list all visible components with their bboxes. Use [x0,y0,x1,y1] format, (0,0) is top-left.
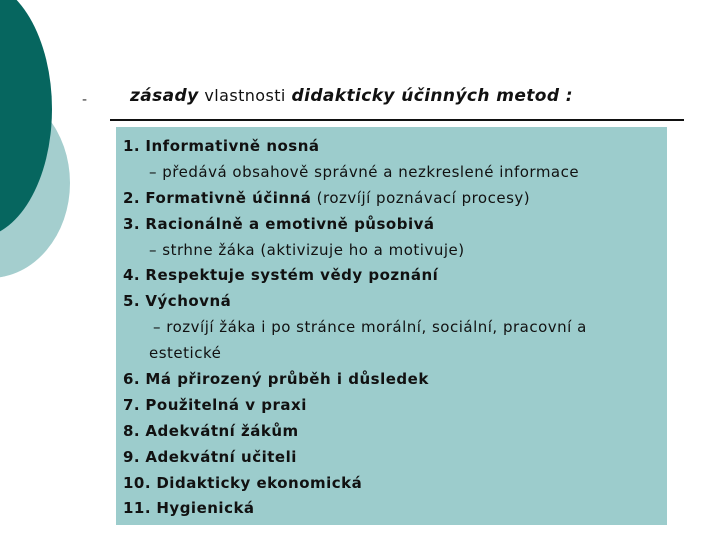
item-number: 5. [123,292,141,311]
list-item [123,471,663,497]
item-title: Informativně nosná [145,137,320,155]
heading-underline [110,119,684,121]
item-number: 4. [123,266,141,285]
list-item [123,496,663,522]
item-number: 11. [123,499,152,518]
item-number: 10. [123,473,152,492]
item-title: Adekvátní učiteli [145,447,297,466]
item-note: (rozvíjí poznávací procesy) [316,188,531,207]
list-item [123,367,663,393]
list-item [123,445,663,471]
item-title: Didakticky ekonomická [156,473,363,492]
item-number: 7. [123,395,141,414]
list-item-note: – strhne žáka (aktivizuje ho a motivuje) [149,240,465,259]
item-title: Má přirozený průběh i důsledek [145,370,429,389]
list-item-note: estetické [149,344,222,363]
slide-heading [130,86,573,106]
list-item [123,419,663,445]
heading-rest: didakticky účinných metod : [291,86,573,106]
item-number: 2. [123,188,141,207]
heading-word-zasady: zásady [130,86,199,106]
list-item-note: – předává obsahově správné a nezkreslené informace [149,162,580,181]
heading-bullet: - [82,92,88,108]
list-item-note: – rozvíjí žáka i po stránce morální, sociální, pracovní a [153,318,587,337]
list-item [123,186,663,212]
method-properties-list [123,134,663,522]
list-item [123,289,663,315]
list-item [123,134,663,160]
item-number: 3. [123,214,141,233]
list-item [123,263,663,289]
item-number: 8. [123,421,141,440]
item-title: Použitelná v praxi [145,395,307,414]
item-title: Respektuje systém vědy poznání [145,266,439,285]
item-title: Hygienická [156,499,255,518]
item-title: Výchovná [145,292,232,311]
item-title: Racionálně a emotivně působivá [145,214,435,233]
item-number: 6. [123,370,141,389]
heading-word-vlastnosti: vlastnosti [204,86,286,105]
item-title: Adekvátní žákům [145,421,299,440]
item-number: 9. [123,447,141,466]
item-number: 1. [123,137,141,155]
item-title: Formativně účinná [145,188,312,207]
list-item [123,393,663,419]
list-item [123,212,663,238]
